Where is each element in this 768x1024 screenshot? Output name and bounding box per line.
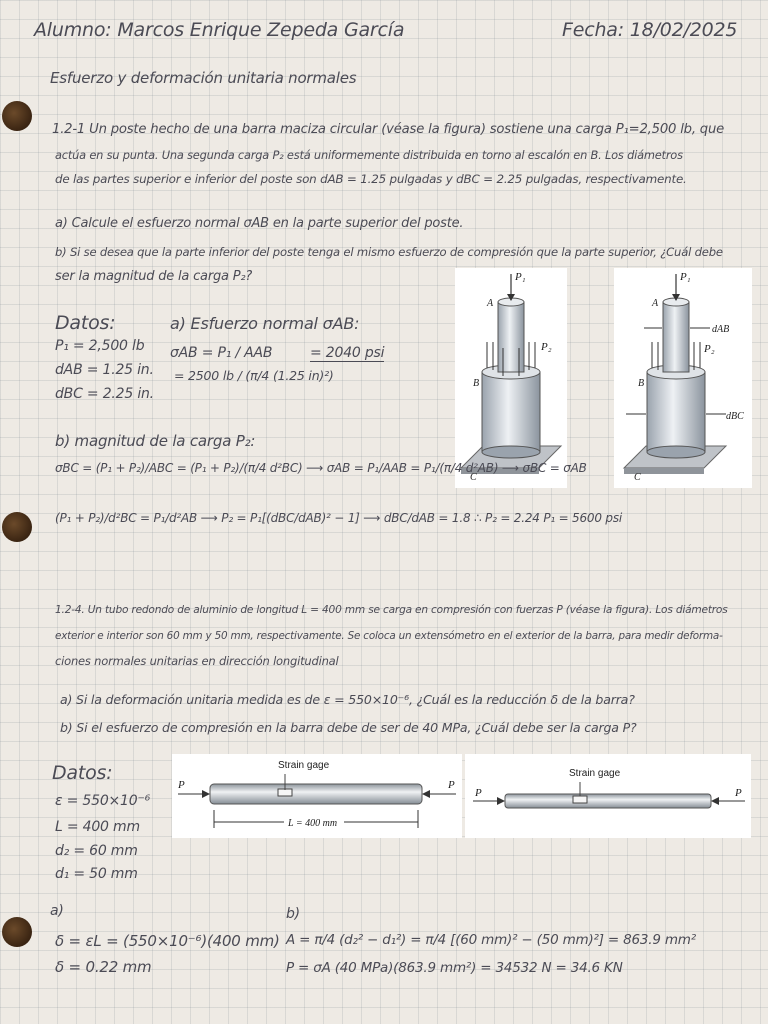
tube-body [210,784,422,804]
lower-cylinder-base [647,446,705,458]
label-b: B [473,378,480,389]
problem2-sol-a-title: a) [50,903,64,919]
label-p1: P₁ [680,271,691,283]
tube-figure-2-drawing [465,754,751,838]
label-p1: P₁ [515,271,526,283]
problem2-datos-title: Datos: [52,762,113,784]
binder-hole-bottom [2,917,32,947]
tube-figure-1-drawing [172,754,462,838]
label-dbc: dBC [726,411,744,422]
problem2-sol-a-line2: δ = 0.22 mm [55,958,152,976]
lower-cylinder [482,372,540,452]
label-p-left: P [475,787,482,799]
problem1-part-a-title: a) Esfuerzo normal σAB: [170,314,360,333]
left-arrowhead [202,790,210,798]
label-c: C [634,472,641,483]
label-c: C [470,472,477,483]
problem2-line3: ciones normales unitarias en dirección longitudinal [55,654,339,668]
problem1-question-b-line1: b) Si se desea que la parte inferior del poste tenga el mismo esfuerzo de compresión que la parte superior, ¿Cuál debe [55,245,723,259]
student-name: Alumno: Marcos Enrique Zepeda García [34,19,405,41]
problem2-sol-b-line2: P = σA (40 MPa)(863.9 mm²) = 34532 N = 34.6 KN [286,960,623,976]
date: Fecha: 18/02/2025 [562,19,738,41]
strain-gage [278,789,292,796]
label-strain-gage: Strain gage [278,760,330,771]
left-arrowhead [497,797,505,805]
post-figure-1 [455,268,567,488]
label-a: A [487,298,494,309]
problem1-datos-title: Datos: [55,312,116,334]
problem1-part-b-title: b) magnitud de la carga P₂: [55,432,256,450]
tube-figure-1 [172,754,462,838]
problem1-part-b-line1: σBC = (P₁ + P₂)/ABC = (P₁ + P₂)/(π/4 d²BC) ⟶ σAB = P₁/AAB = P₁/(π/4 d²AB) ⟶ σBC = σAB [55,461,587,475]
lower-cylinder [647,372,705,452]
problem2-question-a: a) Si la deformación unitaria medida es de ε = 550×10⁻⁶, ¿Cuál es la reducción δ de la barra? [60,692,635,707]
problem1-line3: de las partes superior e inferior del poste son dAB = 1.25 pulgadas y dBC = 2.25 pulgadas, respectivamente. [55,172,687,186]
post-figure-2 [614,268,752,488]
upper-cylinder [498,302,524,372]
label-b: B [638,378,645,389]
tube-body [505,794,711,808]
post-figure-1-drawing [455,268,567,488]
label-strain-gage: Strain gage [569,768,621,779]
strain-gage [573,796,587,803]
problem1-part-a-mid: = 2500 lb / (π/4 (1.25 in)²) [174,368,334,383]
label-p2: P₂ [704,343,715,355]
problem1-dato-dbc: dBC = 2.25 in. [55,386,154,402]
problem2-sol-b-line1: A = π/4 (d₂² − d₁²) = π/4 [(60 mm)² − (50 mm)²] = 863.9 mm² [286,932,696,948]
label-length: L = 400 mm [288,818,338,829]
problem1-dato-p1: P₁ = 2,500 lb [55,338,145,354]
problem1-line1: 1.2-1 Un poste hecho de una barra maciza circular (véase la figura) sostiene una carga P₁=2,500 lb, que [52,122,725,137]
problem2-dato-d1: d₁ = 50 mm [55,866,138,882]
binder-hole-middle [2,512,32,542]
problem2-line2: exterior e interior son 60 mm y 50 mm, respectivamente. Se coloca un extensómetro en el exterior de la barra, para medir deforma- [55,630,723,642]
problem1-question-b-line2: ser la magnitud de la carga P₂? [55,269,253,284]
lower-cylinder-base [482,446,540,458]
label-dab: dAB [712,324,730,335]
right-arrowhead [422,790,430,798]
label-a: A [652,298,659,309]
tube-figure-2 [465,754,751,838]
upper-cylinder [663,302,689,372]
page-subtitle: Esfuerzo y deformación unitaria normales [50,69,357,87]
label-p2: P₂ [541,341,552,353]
post-figure-2-drawing [614,268,752,488]
right-arrowhead [711,797,719,805]
problem1-dato-dab: dAB = 1.25 in. [55,362,154,378]
label-p-right: P [448,779,455,791]
label-p-right: P [735,787,742,799]
problem2-dato-d2: d₂ = 60 mm [55,843,138,859]
problem2-dato-length: L = 400 mm [55,819,140,835]
problem1-part-a-result: = 2040 psi [310,345,385,361]
binder-hole-top [2,101,32,131]
problem2-sol-a-line1: δ = εL = (550×10⁻⁶)(400 mm) [55,932,280,950]
problem1-line2: actúa en su punta. Una segunda carga P₂ está uniformemente distribuida en torno al escalón en B. Los diámetros [55,148,683,162]
problem2-question-b: b) Si el esfuerzo de compresión en la barra debe de ser de 40 MPa, ¿Cuál debe ser la carga P? [60,720,637,735]
problem1-part-a-lhs: σAB = P₁ / AAB [170,345,273,361]
problem2-dato-epsilon: ε = 550×10⁻⁶ [55,793,151,809]
problem2-sol-b-title: b) [286,906,300,922]
problem1-question-a: a) Calcule el esfuerzo normal σAB en la parte superior del poste. [55,216,464,231]
label-p-left: P [178,779,185,791]
problem2-line1: 1.2-4. Un tubo redondo de aluminio de longitud L = 400 mm se carga en compresión con fuerzas P (véase la figura). Los diámetros [55,604,728,616]
problem1-part-b-line2: (P₁ + P₂)/d²BC = P₁/d²AB ⟶ P₂ = P₁[(dBC/dAB)² − 1] ⟶ dBC/dAB = 1.8 ∴ P₂ = 2.24 P₁ = 5600 psi [55,511,623,525]
